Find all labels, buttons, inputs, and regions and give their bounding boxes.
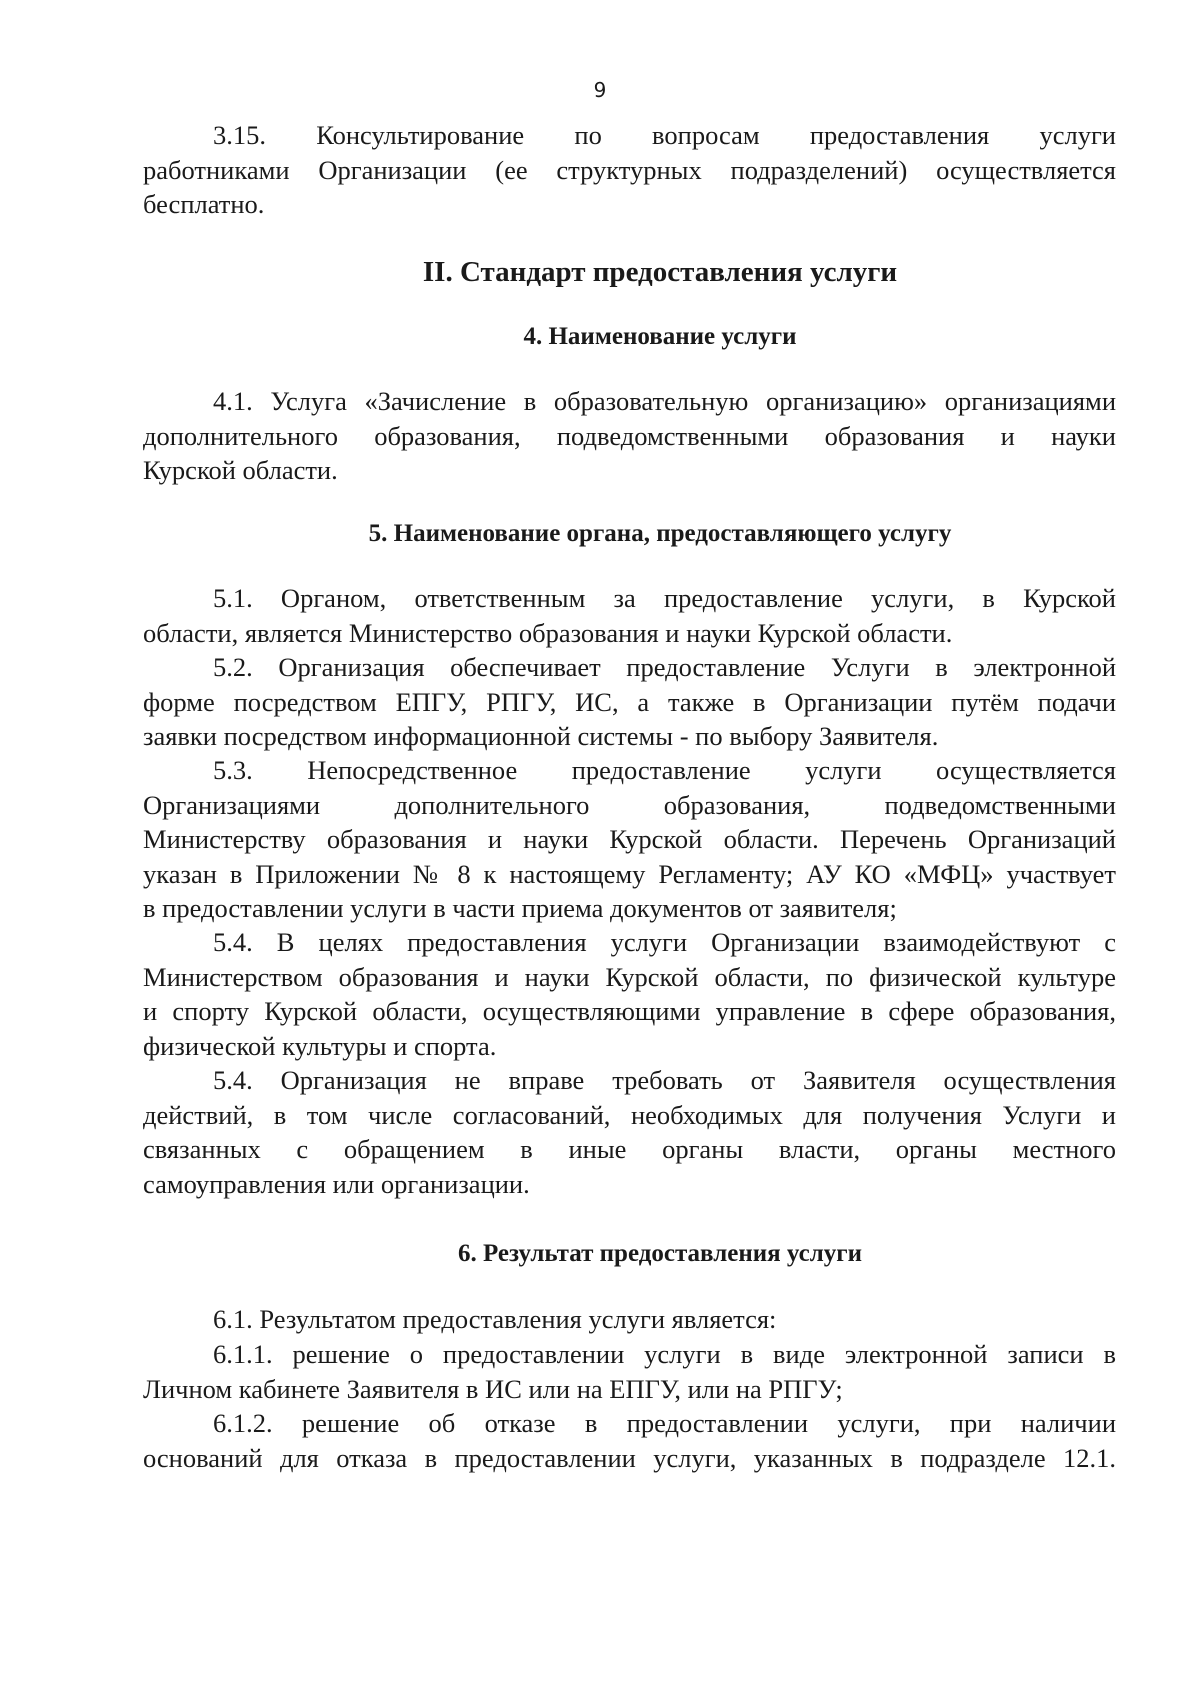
text-line: физической культуры и спорта. — [143, 1030, 497, 1061]
text-line: связанных с обращением в иные органы власти, органы местного — [143, 1134, 1116, 1164]
text-line: 5.3. Непосредственное предоставление услуги осуществляется — [213, 755, 1116, 785]
page-number: 9 — [593, 78, 607, 102]
paragraph-6-1 — [143, 1302, 1116, 1337]
text-line: Курской области. — [143, 455, 338, 485]
text-line: 5.4. В целях предоставления услуги Организации взаимодействуют с — [213, 927, 1116, 957]
text-line: работниками Организации (ее структурных подразделений) осуществляется — [143, 154, 1116, 185]
paragraph-5-2 — [143, 650, 1116, 754]
text-line: оснований для отказа в предоставлении услуги, указанных в подразделе 12.1. — [143, 1442, 1116, 1473]
text-line: Организациями дополнительного образования, подведомственными — [143, 789, 1116, 820]
text-line: форме посредством ЕПГУ, РПГУ, ИС, а также в Организации путём подачи — [143, 686, 1116, 717]
text-line: области, является Министерство образования и науки Курской области. — [143, 617, 953, 648]
text-line: самоуправления или организации. — [143, 1168, 530, 1199]
paragraph-6-1-1 — [143, 1337, 1116, 1406]
paragraph-5-4-b — [143, 1063, 1116, 1201]
text-line: и спорту Курской области, осуществляющими управление в сфере образования, — [143, 996, 1116, 1026]
text-line: 5.2. Организация обеспечивает предоставление Услуги в электронной — [213, 652, 1116, 682]
paragraph-3-15 — [143, 118, 1116, 222]
text-line: 5.4. Организация не вправе требовать от Заявителя осуществления — [213, 1065, 1116, 1095]
paragraph-6-1-2 — [143, 1406, 1116, 1475]
text-line: Личном кабинете Заявителя в ИС или на ЕПГУ, или на РПГУ; — [143, 1373, 843, 1404]
text-line: Министерством образования и науки Курской области, по физической культуре — [143, 961, 1116, 992]
text-line: бесплатно. — [143, 189, 265, 219]
paragraph-5-3 — [143, 753, 1116, 926]
paragraph-5-1 — [143, 581, 1116, 650]
text-line: указан в Приложении № 8 к настоящему Регламенту; АУ КО «МФЦ» участвует — [143, 858, 1116, 889]
text-line: 4.1. Услуга «Зачисление в образовательную организацию» организациями — [213, 386, 1116, 416]
section-heading-2: II. Стандарт предоставления услуги — [422, 256, 898, 288]
text-line: дополнительного образования, подведомственными образования и науки — [143, 420, 1116, 451]
text-line: заявки посредством информационной системы - по выбору Заявителя. — [143, 721, 939, 751]
subsection-heading-6: 6. Результат предоставления услуги — [457, 1240, 863, 1267]
text-line: 5.1. Органом, ответственным за предоставление услуги, в Курской — [213, 583, 1116, 613]
text-line: 6.1. Результатом предоставления услуги является: — [213, 1304, 777, 1334]
subsection-heading-4: 4. Наименование услуги — [523, 323, 797, 350]
paragraph-5-4-a — [143, 925, 1116, 1063]
text-line: действий, в том числе согласований, необходимых для получения Услуги и — [143, 1099, 1116, 1130]
text-line: 6.1.2. решение об отказе в предоставлении услуги, при наличии — [213, 1408, 1116, 1438]
text-line: 6.1.1. решение о предоставлении услуги в виде электронной записи в — [213, 1339, 1116, 1369]
paragraph-4-1 — [143, 384, 1116, 488]
text-line: 3.15. Консультирование по вопросам предоставления услуги — [213, 120, 1116, 150]
text-line: в предоставлении услуги в части приема документов от заявителя; — [143, 893, 897, 923]
subsection-heading-5: 5. Наименование органа, предоставляющего услугу — [368, 520, 952, 547]
text-line: Министерству образования и науки Курской области. Перечень Организаций — [143, 824, 1116, 854]
